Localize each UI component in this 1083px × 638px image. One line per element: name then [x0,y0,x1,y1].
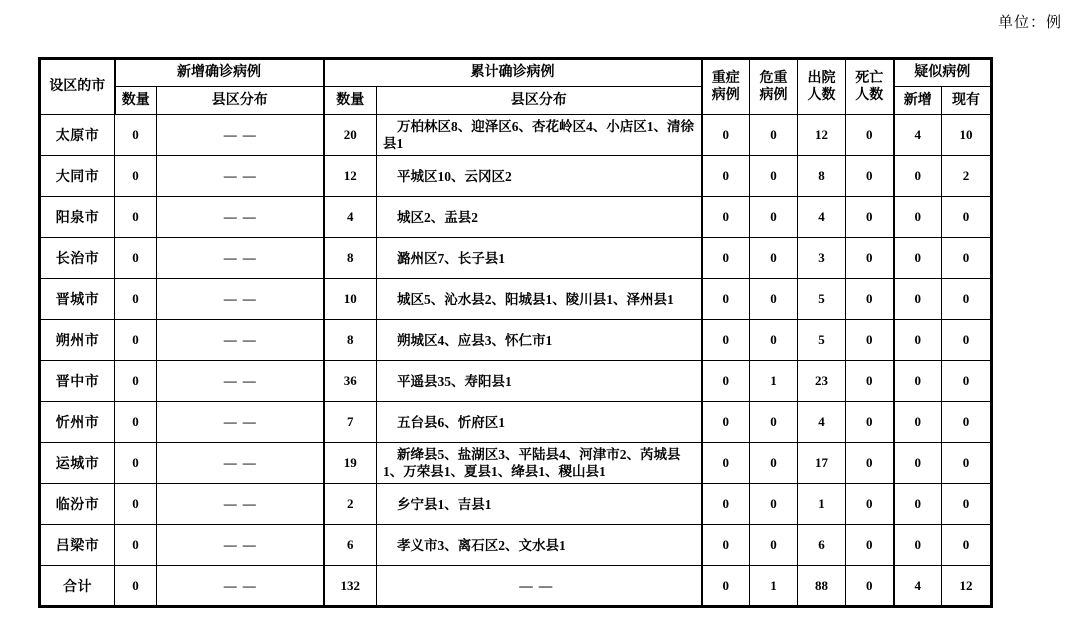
cell-critical-cases: 0 [750,443,798,484]
table-row [40,361,992,402]
cell-city: 长治市 [40,238,115,279]
cell-critical-cases: 0 [750,402,798,443]
cell-city: 合计 [40,566,115,607]
cell-suspected-existing: 0 [942,361,992,402]
cell-city: 阳泉市 [40,197,115,238]
cell-new-count: 0 [115,443,157,484]
header-critical-cases: 危重病例 [750,59,798,115]
cell-suspected-new: 0 [894,279,942,320]
cell-city: 忻州市 [40,402,115,443]
cell-suspected-new: 0 [894,156,942,197]
cell-new-count: 0 [115,525,157,566]
cell-discharged-count: 17 [798,443,846,484]
cell-city: 吕梁市 [40,525,115,566]
cell-severe-cases: 0 [702,566,750,607]
cell-discharged-count: 8 [798,156,846,197]
cell-death-count: 0 [846,197,894,238]
cell-suspected-existing: 0 [942,320,992,361]
cases-table [38,57,993,608]
cell-cumulative-count: 36 [324,361,377,402]
cell-cumulative-count: 2 [324,484,377,525]
cell-cumulative-district-distribution: 潞州区7、长子县1 [377,238,702,279]
cell-new-count: 0 [115,238,157,279]
cell-new-district-distribution: —— [157,156,324,197]
table-row [40,156,992,197]
cell-critical-cases: 1 [750,361,798,402]
cell-critical-cases: 1 [750,566,798,607]
cell-discharged-count: 3 [798,238,846,279]
cell-discharged-count: 23 [798,361,846,402]
table-row [40,484,992,525]
header-suspected-cases: 疑似病例 [894,59,992,87]
table-body [40,115,992,607]
cell-death-count: 0 [846,525,894,566]
cell-death-count: 0 [846,320,894,361]
cell-city: 晋中市 [40,361,115,402]
cell-city: 运城市 [40,443,115,484]
cell-cumulative-district-distribution: 五台县6、忻府区1 [377,402,702,443]
header-new-district-distribution: 县区分布 [157,87,324,115]
table-row [40,115,992,156]
cell-new-district-distribution: —— [157,484,324,525]
header-suspected-existing: 现有 [942,87,992,115]
cell-critical-cases: 0 [750,279,798,320]
cell-cumulative-district-distribution: 乡宁县1、吉县1 [377,484,702,525]
table-row [40,443,992,484]
cell-cumulative-count: 8 [324,238,377,279]
cell-discharged-count: 12 [798,115,846,156]
cell-suspected-existing: 0 [942,443,992,484]
cell-severe-cases: 0 [702,443,750,484]
cell-city: 朔州市 [40,320,115,361]
cell-death-count: 0 [846,566,894,607]
cell-new-count: 0 [115,402,157,443]
cell-severe-cases: 0 [702,525,750,566]
cell-new-district-distribution: —— [157,115,324,156]
cell-discharged-count: 1 [798,484,846,525]
cell-death-count: 0 [846,115,894,156]
cell-suspected-new: 0 [894,484,942,525]
cell-severe-cases: 0 [702,320,750,361]
cell-suspected-new: 0 [894,197,942,238]
cell-death-count: 0 [846,484,894,525]
cell-critical-cases: 0 [750,197,798,238]
cell-cumulative-count: 6 [324,525,377,566]
cell-severe-cases: 0 [702,402,750,443]
cell-suspected-new: 0 [894,361,942,402]
table-header [40,59,992,115]
header-cumulative-count: 数量 [324,87,377,115]
header-discharged-count: 出院人数 [798,59,846,115]
cell-suspected-new: 4 [894,566,942,607]
table-row [40,279,992,320]
cell-new-district-distribution: —— [157,279,324,320]
cell-new-count: 0 [115,156,157,197]
cell-new-count: 0 [115,320,157,361]
cell-new-district-distribution: —— [157,525,324,566]
cell-cumulative-district-distribution: —— [377,566,702,607]
cell-suspected-existing: 12 [942,566,992,607]
cell-suspected-existing: 0 [942,525,992,566]
cell-new-district-distribution: —— [157,238,324,279]
cell-severe-cases: 0 [702,238,750,279]
table-row [40,402,992,443]
cell-suspected-existing: 2 [942,156,992,197]
cell-cumulative-district-distribution: 城区5、沁水县2、阳城县1、陵川县1、泽州县1 [377,279,702,320]
cell-critical-cases: 0 [750,320,798,361]
cell-suspected-existing: 0 [942,279,992,320]
cell-new-count: 0 [115,361,157,402]
cell-critical-cases: 0 [750,115,798,156]
cell-new-district-distribution: —— [157,361,324,402]
header-severe-cases: 重症病例 [702,59,750,115]
cell-new-district-distribution: —— [157,566,324,607]
table-row [40,197,992,238]
table-row [40,320,992,361]
header-cumulative-district-distribution: 县区分布 [377,87,702,115]
cell-city: 晋城市 [40,279,115,320]
cell-cumulative-district-distribution: 城区2、盂县2 [377,197,702,238]
cell-cumulative-count: 10 [324,279,377,320]
cell-suspected-new: 0 [894,238,942,279]
cell-suspected-existing: 0 [942,402,992,443]
cell-suspected-existing: 0 [942,484,992,525]
cell-cumulative-district-distribution: 平遥县35、寿阳县1 [377,361,702,402]
cell-discharged-count: 4 [798,197,846,238]
cell-discharged-count: 5 [798,279,846,320]
cell-severe-cases: 0 [702,197,750,238]
cell-suspected-new: 0 [894,525,942,566]
header-death-count: 死亡人数 [846,59,894,115]
cell-cumulative-count: 7 [324,402,377,443]
cell-suspected-existing: 0 [942,197,992,238]
cell-suspected-existing: 10 [942,115,992,156]
cell-cumulative-count: 132 [324,566,377,607]
table-row [40,525,992,566]
header-new-confirmed: 新增确诊病例 [115,59,324,87]
cell-death-count: 0 [846,156,894,197]
cell-death-count: 0 [846,238,894,279]
header-city: 设区的市 [40,59,115,115]
cell-cumulative-count: 8 [324,320,377,361]
cell-severe-cases: 0 [702,361,750,402]
cell-cumulative-count: 4 [324,197,377,238]
cell-cumulative-district-distribution: 朔城区4、应县3、怀仁市1 [377,320,702,361]
cell-city: 临汾市 [40,484,115,525]
cell-critical-cases: 0 [750,525,798,566]
cell-city: 太原市 [40,115,115,156]
cell-severe-cases: 0 [702,484,750,525]
cell-death-count: 0 [846,443,894,484]
table-row [40,566,992,607]
cell-discharged-count: 5 [798,320,846,361]
cell-discharged-count: 4 [798,402,846,443]
cell-discharged-count: 88 [798,566,846,607]
header-suspected-new: 新增 [894,87,942,115]
cell-cumulative-count: 20 [324,115,377,156]
cell-critical-cases: 0 [750,238,798,279]
cell-death-count: 0 [846,361,894,402]
cell-new-count: 0 [115,484,157,525]
cell-death-count: 0 [846,402,894,443]
header-row-groups [40,59,992,87]
cell-death-count: 0 [846,279,894,320]
cell-city: 大同市 [40,156,115,197]
cell-cumulative-district-distribution: 万柏林区8、迎泽区6、杏花岭区4、小店区1、清徐县1 [377,115,702,156]
cell-suspected-existing: 0 [942,238,992,279]
cell-new-district-distribution: —— [157,443,324,484]
cell-critical-cases: 0 [750,156,798,197]
table-row [40,238,992,279]
cell-critical-cases: 0 [750,484,798,525]
cell-new-district-distribution: —— [157,197,324,238]
cell-cumulative-count: 12 [324,156,377,197]
cell-severe-cases: 0 [702,279,750,320]
cell-new-count: 0 [115,279,157,320]
cell-suspected-new: 0 [894,402,942,443]
cell-cumulative-district-distribution: 平城区10、云冈区2 [377,156,702,197]
cell-new-district-distribution: —— [157,402,324,443]
cell-new-district-distribution: —— [157,320,324,361]
cell-severe-cases: 0 [702,115,750,156]
cell-suspected-new: 4 [894,115,942,156]
cell-new-count: 0 [115,115,157,156]
cell-cumulative-district-distribution: 孝义市3、离石区2、文水县1 [377,525,702,566]
cell-new-count: 0 [115,566,157,607]
cell-new-count: 0 [115,197,157,238]
cell-suspected-new: 0 [894,320,942,361]
cell-severe-cases: 0 [702,156,750,197]
cell-discharged-count: 6 [798,525,846,566]
unit-label: 单位：例 [997,15,1062,31]
cell-cumulative-district-distribution: 新绛县5、盐湖区3、平陆县4、河津市2、芮城县1、万荣县1、夏县1、绛县1、稷山县1 [377,443,702,484]
header-new-count: 数量 [115,87,157,115]
header-cumulative-confirmed: 累计确诊病例 [324,59,702,87]
cell-suspected-new: 0 [894,443,942,484]
cell-cumulative-count: 19 [324,443,377,484]
